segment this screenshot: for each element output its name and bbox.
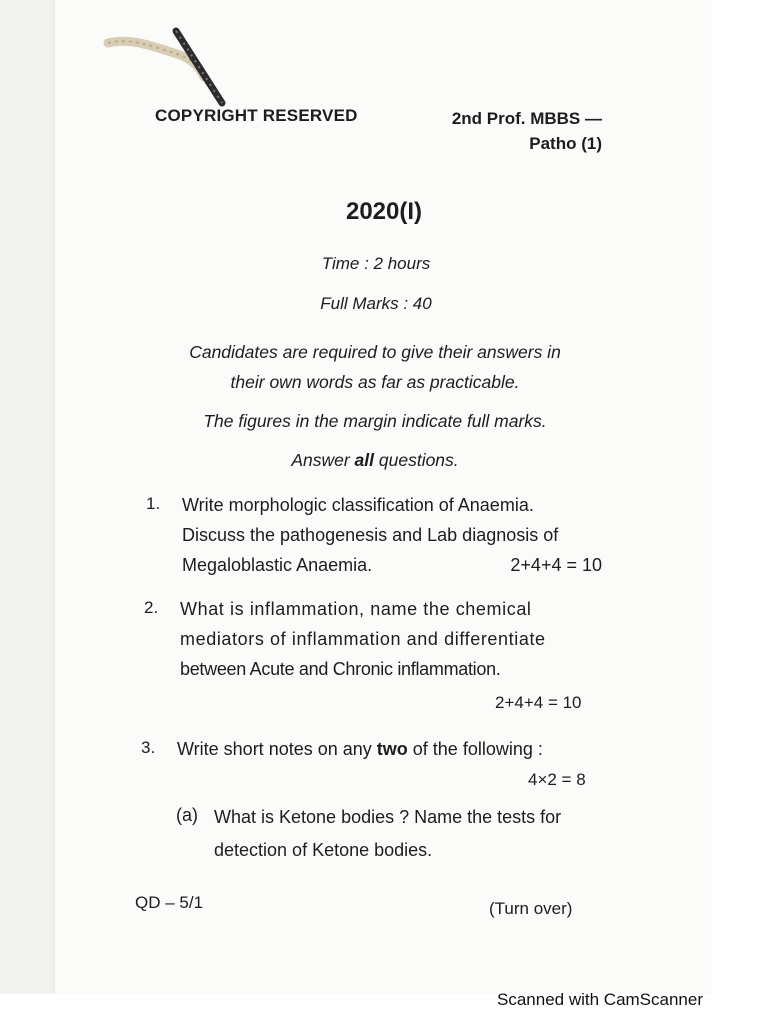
scan-margin: [712, 0, 768, 994]
course-subject: Patho (1): [529, 134, 602, 153]
exam-full-marks: Full Marks : 40: [320, 294, 432, 313]
question-line: Discuss the pathogenesis and Lab diagnosis of: [182, 525, 559, 545]
course-line: 2nd Prof. MBBS —: [451, 109, 602, 128]
question-line: mediators of inflammation and differentiate: [180, 629, 546, 649]
binding-thread-icon: [100, 25, 230, 115]
subquestion-label: (a): [176, 805, 198, 825]
question-marks: 4×2 = 8: [528, 770, 586, 789]
question-3: [177, 734, 597, 764]
question-line: What is inflammation, name the chemical: [180, 599, 532, 619]
instruction-line: The figures in the margin indicate full marks.: [203, 411, 547, 431]
exam-time: Time : 2 hours: [321, 254, 431, 273]
question-emphasis: two: [376, 739, 408, 759]
instruction-text: questions.: [374, 450, 459, 470]
question-line: Megaloblastic Anaemia.: [182, 555, 373, 575]
instructions: [130, 337, 620, 475]
question-number: 3.: [141, 738, 156, 757]
instruction-emphasis: all: [354, 450, 375, 470]
question-number: 2.: [144, 598, 159, 617]
question-1: [182, 490, 602, 580]
subquestion-line: detection of Ketone bodies.: [214, 840, 433, 860]
scanner-watermark: Scanned with CamScanner: [497, 990, 704, 1009]
question-marks: 2+4+4 = 10: [495, 693, 582, 712]
exam-year: 2020(I): [345, 198, 423, 225]
question-last-row: [182, 550, 602, 580]
instruction-line: Candidates are required to give their answers in: [189, 342, 561, 362]
subquestion-a: [214, 801, 614, 867]
question-marks: 2+4+4 = 10: [510, 555, 602, 575]
instruction-text: Answer: [291, 450, 355, 470]
question-line: between Acute and Chronic inflammation.: [180, 659, 501, 679]
instruction-answer-all: [130, 445, 620, 475]
question-line: Write morphologic classification of Anaemia.: [182, 495, 534, 515]
question-text: of the following :: [407, 739, 543, 759]
turn-over-note: (Turn over): [489, 899, 573, 918]
copyright-notice: COPYRIGHT RESERVED: [155, 106, 358, 125]
course-title: [452, 106, 602, 156]
question-2: [180, 594, 602, 684]
question-text: Write short notes on any: [177, 739, 377, 759]
paper-code: QD – 5/1: [135, 893, 204, 912]
subquestion-line: What is Ketone bodies ? Name the tests for: [214, 807, 562, 827]
question-number: 1.: [146, 494, 161, 513]
instruction-line: their own words as far as practicable.: [230, 372, 520, 392]
